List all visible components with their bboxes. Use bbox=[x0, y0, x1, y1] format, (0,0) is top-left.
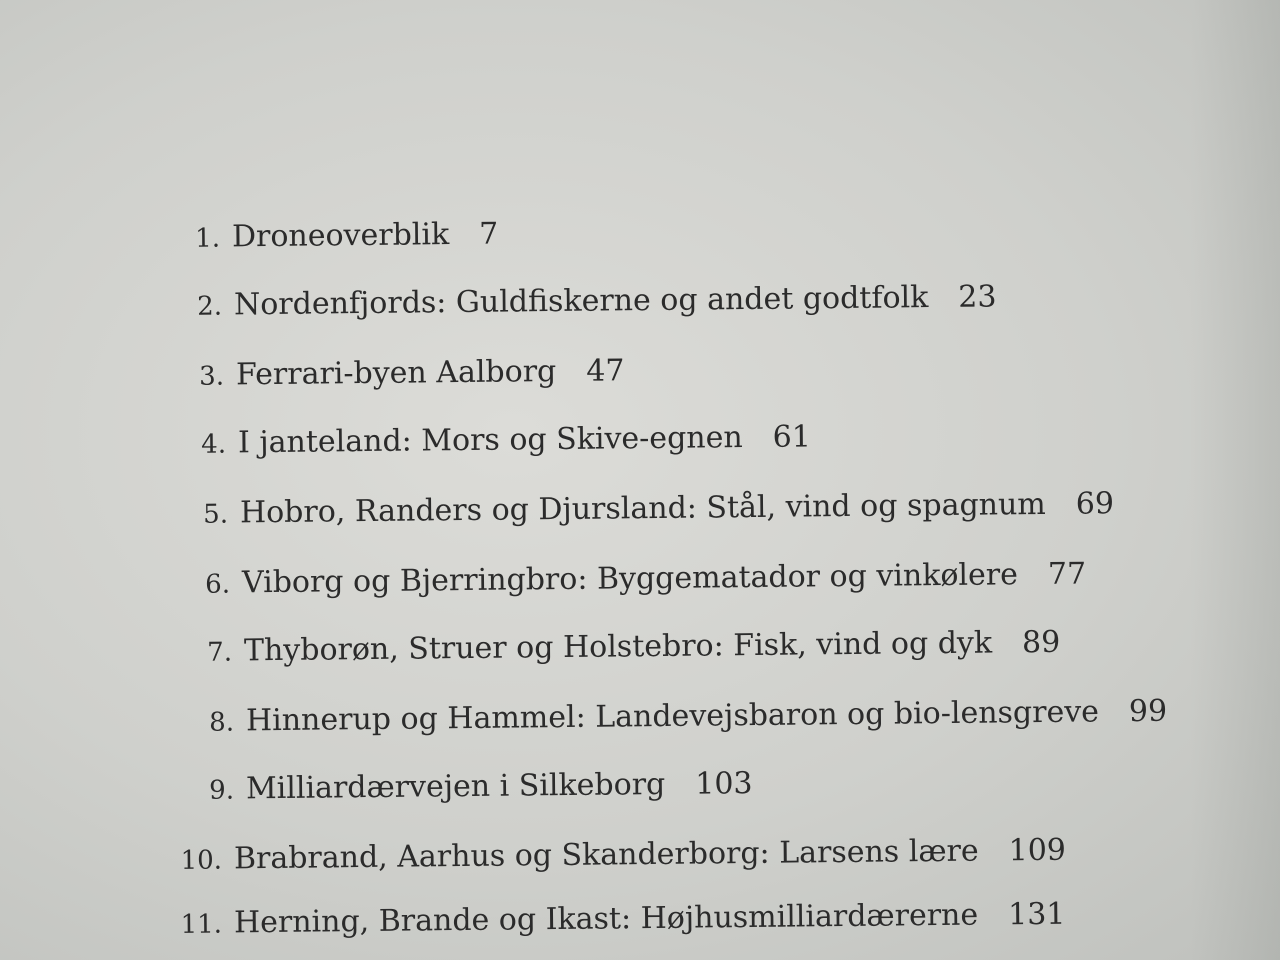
toc-entry-number: 4. bbox=[201, 429, 227, 460]
toc-entry-page: 69 bbox=[1075, 486, 1115, 522]
toc-entry-number: 5. bbox=[203, 499, 229, 530]
toc-entry bbox=[180, 484, 1114, 535]
toc-entry-number: 3. bbox=[199, 361, 225, 392]
toc-entry-number: 10. bbox=[180, 845, 223, 876]
toc-entry-title: Thyborøn, Struer og Holstebro: Fisk, vind og dyk bbox=[243, 625, 993, 669]
toc-entry bbox=[172, 215, 499, 259]
toc-entry bbox=[186, 692, 1168, 743]
toc-entry-page: 103 bbox=[695, 766, 753, 802]
toc-entry-page: 47 bbox=[586, 353, 625, 389]
toc-entry-number: 2. bbox=[197, 291, 223, 322]
toc-entry bbox=[174, 831, 1066, 881]
toc-entry-page: 89 bbox=[1021, 624, 1061, 661]
toc-entry-title: Ferrari-byen Aalborg bbox=[235, 354, 557, 393]
toc-entry-title: Droneoverblik bbox=[231, 217, 450, 255]
toc-entry-title: Viborg og Bjerringbro: Byggematador og vinkølere bbox=[241, 557, 1019, 601]
toc-entry bbox=[184, 623, 1061, 673]
toc-entry-page: 77 bbox=[1047, 556, 1087, 592]
toc-entry bbox=[176, 351, 625, 397]
toc-entry-number: 9. bbox=[209, 775, 235, 806]
toc-entry-number: 7. bbox=[207, 637, 233, 668]
toc-entry bbox=[174, 895, 1066, 945]
toc-entry bbox=[186, 764, 753, 811]
toc-entry-number: 1. bbox=[195, 223, 221, 254]
toc-entry-number: 8. bbox=[209, 707, 235, 738]
toc-entry-page: 131 bbox=[1007, 896, 1066, 933]
toc-entry bbox=[174, 277, 997, 327]
toc-entry-page: 23 bbox=[958, 279, 997, 315]
toc-entry-number: 6. bbox=[205, 569, 231, 600]
toc-entry-title: Hinnerup og Hammel: Landevejsbaron og bio-lensgreve bbox=[245, 694, 1100, 739]
toc-entry-title: Brabrand, Aarhus og Skanderborg: Larsens lære bbox=[233, 833, 979, 877]
toc-entry-title: Nordenfjords: Guldfiskerne og andet godtfolk bbox=[233, 280, 929, 323]
toc-entry bbox=[182, 555, 1087, 605]
toc-entry-title: Herning, Brande og Ikast: Højhusmilliardærerne bbox=[233, 897, 979, 941]
toc-entry bbox=[178, 417, 811, 465]
toc-entry-page: 99 bbox=[1128, 693, 1168, 730]
page-edge-shadow bbox=[1190, 0, 1280, 960]
toc-entry-page: 109 bbox=[1008, 832, 1067, 869]
toc-entry-title: I janteland: Mors og Skive-egnen bbox=[237, 420, 743, 461]
toc-entry-page: 7 bbox=[479, 216, 499, 252]
toc-entry-title: Hobro, Randers og Djursland: Stål, vind og spagnum bbox=[239, 486, 1046, 531]
toc-entry-number: 11. bbox=[180, 909, 223, 940]
toc-entry-title: Milliardærvejen i Silkeborg bbox=[245, 766, 666, 807]
toc-entry-page: 61 bbox=[772, 419, 812, 455]
